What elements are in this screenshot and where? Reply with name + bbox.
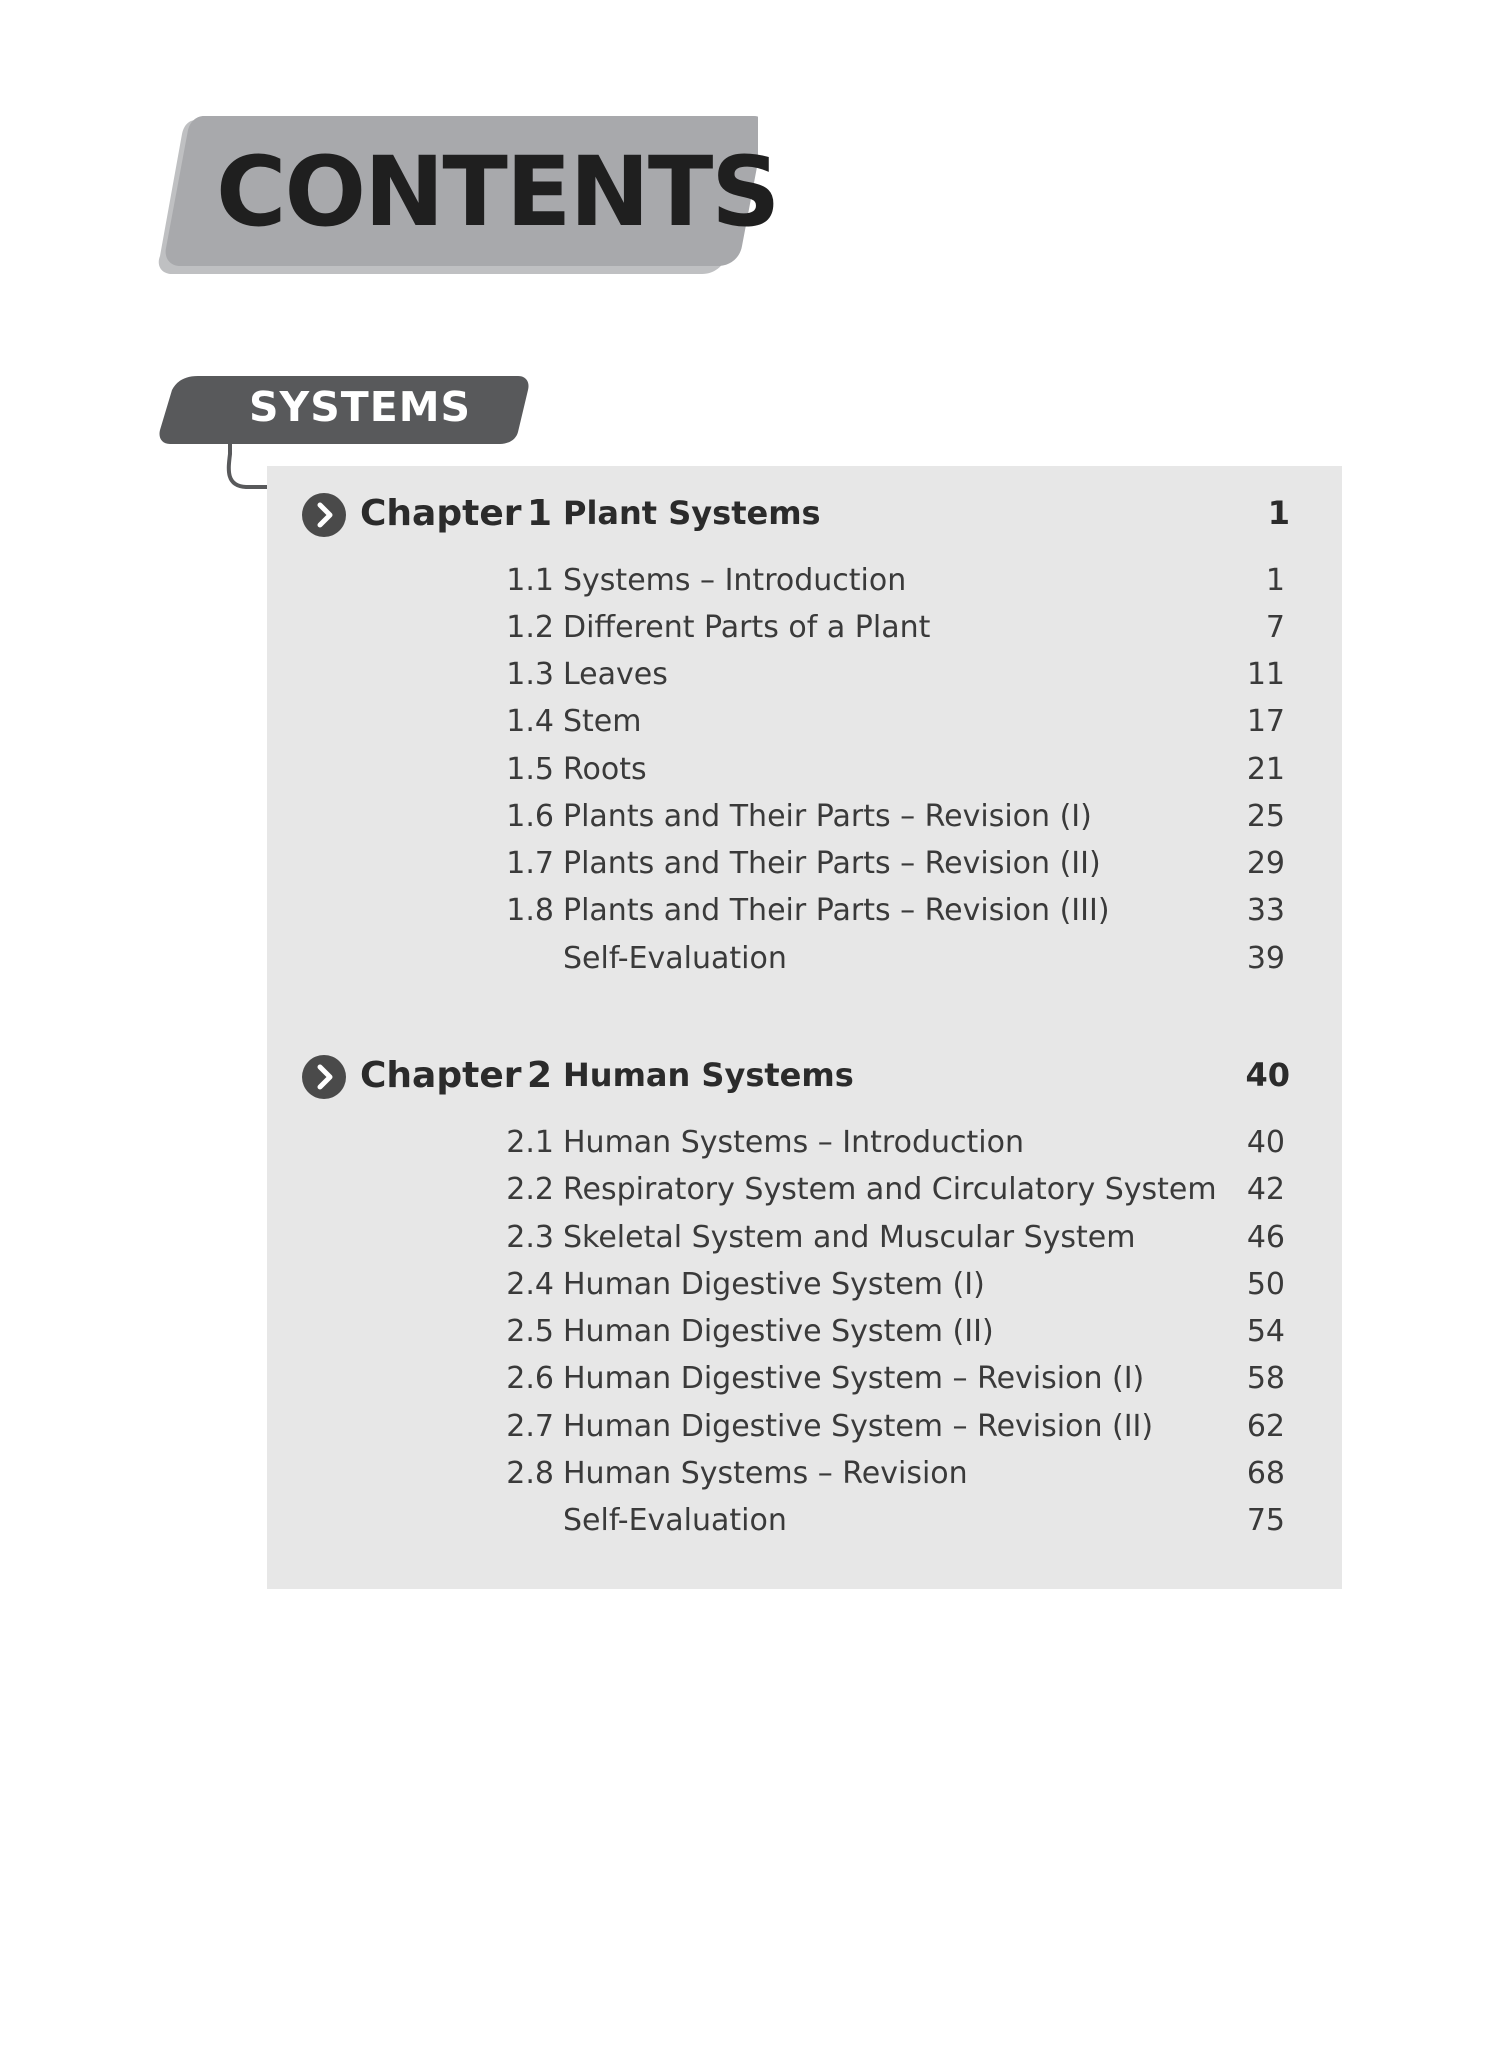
section-title: Plants and Their Parts – Revision (II) bbox=[563, 846, 1101, 881]
section-title: Human Digestive System – Revision (I) bbox=[563, 1361, 1145, 1396]
section-title: Plants and Their Parts – Revision (I) bbox=[563, 799, 1092, 834]
toc-entry[interactable] bbox=[267, 841, 1342, 885]
section-number: 2.4 bbox=[506, 1267, 554, 1302]
section-number: 2.2 bbox=[506, 1172, 554, 1207]
toc-entry[interactable] bbox=[267, 558, 1342, 602]
section-page: 25 bbox=[1246, 799, 1285, 834]
toc-entry[interactable] bbox=[267, 1498, 1342, 1542]
section-title: Systems – Introduction bbox=[563, 563, 907, 598]
page-title: CONTENTS bbox=[216, 136, 779, 248]
toc-entry[interactable] bbox=[267, 1167, 1342, 1211]
section-number: 1.3 bbox=[506, 657, 554, 692]
section-title: Human Systems – Revision bbox=[563, 1456, 968, 1491]
section-number: 1.2 bbox=[506, 610, 554, 645]
toc-entry[interactable] bbox=[267, 1356, 1342, 1400]
section-page: 62 bbox=[1246, 1409, 1285, 1444]
section-title: Leaves bbox=[563, 657, 668, 692]
section-title: Roots bbox=[563, 752, 647, 787]
chapter-page: 1 bbox=[1267, 494, 1290, 532]
toc-entry[interactable] bbox=[267, 1262, 1342, 1306]
toc-entry[interactable] bbox=[267, 1120, 1342, 1164]
section-number: 1.7 bbox=[506, 846, 554, 881]
section-title: Human Digestive System (II) bbox=[563, 1314, 994, 1349]
section-title: Respiratory System and Circulatory System bbox=[563, 1172, 1217, 1207]
section-number: 1.4 bbox=[506, 704, 554, 739]
section-page: 68 bbox=[1246, 1456, 1285, 1491]
toc-entry[interactable] bbox=[267, 652, 1342, 696]
section-page: 7 bbox=[1265, 610, 1285, 645]
unit-label: SYSTEMS bbox=[249, 383, 472, 431]
section-page: 42 bbox=[1246, 1172, 1285, 1207]
toc-entry[interactable] bbox=[267, 1404, 1342, 1448]
section-title: Stem bbox=[563, 704, 642, 739]
section-title: Human Digestive System – Revision (II) bbox=[563, 1409, 1154, 1444]
toc-entry[interactable] bbox=[267, 1215, 1342, 1259]
section-page: 50 bbox=[1246, 1267, 1285, 1302]
section-number: 2.1 bbox=[506, 1125, 554, 1160]
section-number: 1.5 bbox=[506, 752, 554, 787]
section-number: 1.6 bbox=[506, 799, 554, 834]
section-number: 2.7 bbox=[506, 1409, 554, 1444]
section-page: 40 bbox=[1246, 1125, 1285, 1160]
toc-entry[interactable] bbox=[267, 747, 1342, 791]
section-number: 2.3 bbox=[506, 1220, 554, 1255]
chapter-title: Human Systems bbox=[563, 1056, 854, 1094]
chapter-number: 2 bbox=[526, 1055, 552, 1096]
toc-entry[interactable] bbox=[267, 794, 1342, 838]
section-page: 11 bbox=[1246, 657, 1285, 692]
chevron-right-icon bbox=[302, 1055, 346, 1099]
section-number: 2.6 bbox=[506, 1361, 554, 1396]
section-page: 29 bbox=[1246, 846, 1285, 881]
contents-banner bbox=[158, 116, 779, 276]
section-page: 39 bbox=[1246, 941, 1285, 976]
chevron-right-icon bbox=[302, 493, 346, 537]
chapter-page: 40 bbox=[1245, 1056, 1290, 1094]
section-page: 58 bbox=[1246, 1361, 1285, 1396]
section-title: Different Parts of a Plant bbox=[563, 610, 931, 645]
section-title: Plants and Their Parts – Revision (III) bbox=[563, 893, 1110, 928]
toc-entry[interactable] bbox=[267, 936, 1342, 980]
section-number: 1.8 bbox=[506, 893, 554, 928]
chapter-row-1[interactable] bbox=[267, 490, 1342, 540]
toc-entry[interactable] bbox=[267, 1451, 1342, 1495]
toc-entry[interactable] bbox=[267, 1309, 1342, 1353]
section-page: 17 bbox=[1246, 704, 1285, 739]
section-page: 21 bbox=[1246, 752, 1285, 787]
section-title: Human Digestive System (I) bbox=[563, 1267, 985, 1302]
section-title: Human Systems – Introduction bbox=[563, 1125, 1024, 1160]
chapter-title: Plant Systems bbox=[563, 494, 821, 532]
section-page: 33 bbox=[1246, 893, 1285, 928]
chapter-label: Chapter bbox=[360, 1055, 522, 1096]
toc-entry[interactable] bbox=[267, 605, 1342, 649]
toc-entry[interactable] bbox=[267, 888, 1342, 932]
toc-panel bbox=[267, 466, 1342, 1589]
section-title: Self-Evaluation bbox=[563, 1503, 787, 1538]
chapter-row-2[interactable] bbox=[267, 1052, 1342, 1102]
section-title: Skeletal System and Muscular System bbox=[563, 1220, 1136, 1255]
section-title: Self-Evaluation bbox=[563, 941, 787, 976]
section-page: 1 bbox=[1265, 563, 1285, 598]
section-page: 75 bbox=[1246, 1503, 1285, 1538]
section-number: 1.1 bbox=[506, 563, 554, 598]
chapter-number: 1 bbox=[526, 493, 552, 534]
section-page: 54 bbox=[1246, 1314, 1285, 1349]
section-page: 46 bbox=[1246, 1220, 1285, 1255]
chapter-label: Chapter bbox=[360, 493, 522, 534]
section-number: 2.8 bbox=[506, 1456, 554, 1491]
toc-entry[interactable] bbox=[267, 699, 1342, 743]
section-number: 2.5 bbox=[506, 1314, 554, 1349]
